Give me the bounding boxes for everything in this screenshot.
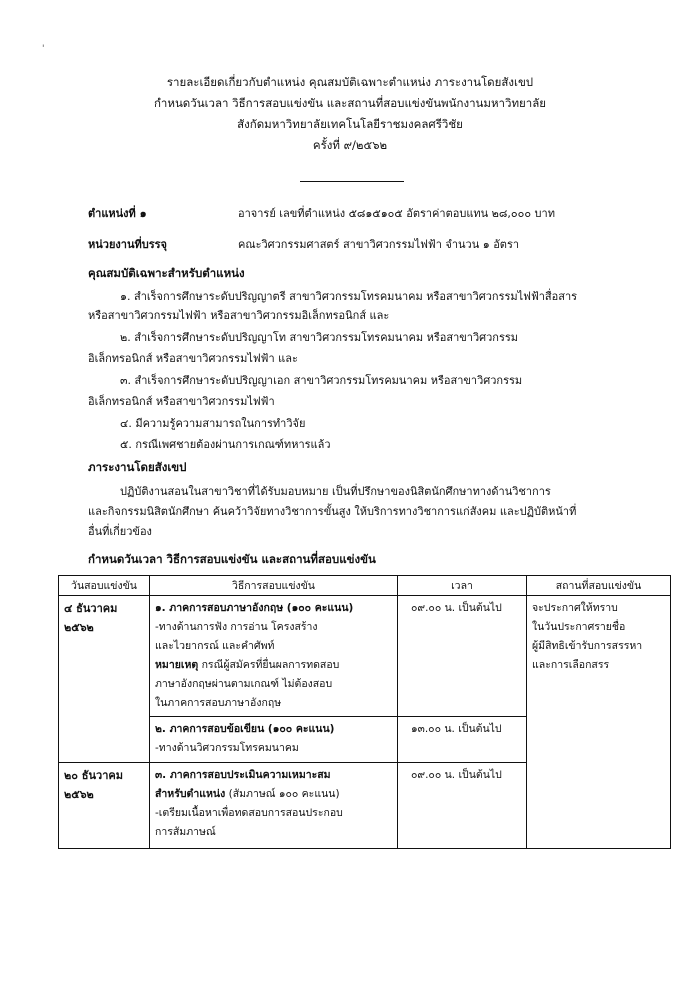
part-2-time: ๑๓.๐๐ น. เป็นต้นไป [411,723,502,735]
qualification-3b: อิเล็กทรอนิกส์ หรือสาขาวิศวกรรมไฟฟ้า [88,395,275,408]
part-1-note-3: ในภาคการสอบภาษาอังกฤษ [155,697,282,709]
column-header-method: วิธีการสอบแข่งขัน [150,576,398,596]
exam-date-1 [59,596,150,763]
exam-time-1 [398,596,527,717]
exam-time-2 [398,717,527,763]
exam-date-2-year: ๒๕๖๒ [64,788,94,801]
part-1-note-1: กรณีผู้สมัครที่ยื่นผลการทดสอบ [201,659,340,671]
header-line-2: กำหนดวันเวลา วิธีการสอบแข่งขัน และสถานที่สอบแข่งขันพนักงานมหาวิทยาลัย [153,96,547,110]
part-3-title-3: (สัมภาษณ์ ๑๐๐ คะแนน) [228,788,340,800]
position-value: อาจารย์ เลขที่ตำแหน่ง ๕๘๑๕๑๐๕ อัตราค่าตอบแทน ๒๘,๐๐๐ บาท [238,207,555,220]
header-line-3: สังกัดมหาวิทยาลัยเทคโนโลยีราชมงคลศรีวิชัย [237,117,463,131]
qualification-5: ๕. กรณีเพศชายต้องผ่านการเกณฑ์ทหารแล้ว [120,438,331,451]
part-3-subject-1: -เตรียมเนื้อหาเพื่อทดสอบการสอนประกอบ [155,807,343,819]
place-line-3: ผู้มีสิทธิเข้ารับการสรรหา [532,640,643,652]
qualification-1b: หรือสาขาวิศวกรรมไฟฟ้า หรือสาขาวิศวกรรมอิเล็กทรอนิกส์ และ [88,309,390,322]
qualification-1a: ๑. สำเร็จการศึกษาระดับปริญญาตรี สาขาวิศวกรรมโทรคมนาคม หรือสาขาวิศวกรรมไฟฟ้าสื่อสาร [120,290,578,303]
qualification-2b: อิเล็กทรอนิกส์ หรือสาขาวิศวกรรมไฟฟ้า และ [88,352,298,365]
part-3-title-1: ๓. ภาคการสอบประเมินความเหมาะสม [155,769,331,781]
qualifications-heading: คุณสมบัติเฉพาะสำหรับตำแหน่ง [88,266,245,280]
part-1-note-label: หมายเหตุ [155,659,199,671]
part-2-subject-1: -ทางด้านวิศวกรรมโทรคมนาคม [155,742,299,754]
unit-value: คณะวิศวกรรมศาสตร์ สาขาวิศวกรรมไฟฟ้า จำนวน ๑ อัตรา [238,238,520,251]
workload-heading: ภาระงานโดยสังเขป [88,460,187,474]
unit-label: หน่วยงานที่บรรจุ [88,238,167,251]
place-line-2: ในวันประกาศรายชื่อ [532,621,626,633]
schedule-table [58,575,671,849]
part-3-title-2: สำหรับตำแหน่ง [155,788,226,800]
place-line-4: และการเลือกสรร [532,659,610,671]
corner-mark: ' [42,44,45,54]
column-header-place: สถานที่สอบแข่งขัน [527,576,671,596]
part-3-time: ๐๙.๐๐ น. เป็นต้นไป [411,769,502,781]
exam-place [527,596,671,849]
qualification-3a: ๓. สำเร็จการศึกษาระดับปริญญาเอก สาขาวิศวกรรมโทรคมนาคม หรือสาขาวิศวกรรม [120,374,523,387]
table-row [59,596,671,717]
table-header-row [59,576,671,596]
exam-date-1-year: ๒๕๖๒ [64,621,94,634]
exam-part-1 [150,596,398,717]
exam-date-1-day: ๔ ธันวาคม [64,602,118,615]
position-label: ตำแหน่งที่ ๑ [88,207,147,220]
workload-line-1: ปฏิบัติงานสอนในสาขาวิชาที่ได้รับมอบหมาย เป็นที่ปรึกษาของนิสิตนักศึกษาทางด้านวิชาการ [120,485,551,498]
workload-line-3: อื่นที่เกี่ยวข้อง [88,525,152,538]
part-1-note [155,656,392,675]
document-header [0,72,700,156]
header-divider [300,181,404,182]
part-1-subject-2: และไวยากรณ์ และคำศัพท์ [155,640,275,652]
exam-part-2 [150,717,398,763]
part-3-title-row [155,785,392,804]
exam-part-3 [150,763,398,849]
exam-date-2-day: ๒๐ ธันวาคม [64,769,123,782]
part-2-title: ๒. ภาคการสอบข้อเขียน (๑๐๐ คะแนน) [155,723,335,735]
column-header-time: เวลา [398,576,527,596]
exam-date-2 [59,763,150,849]
part-1-title: ๑. ภาคการสอบภาษาอังกฤษ (๑๐๐ คะแนน) [155,602,354,614]
header-line-1: รายละเอียดเกี่ยวกับตำแหน่ง คุณสมบัติเฉพาะตำแหน่ง ภาระงานโดยสังเขป [166,75,534,89]
place-line-1: จะประกาศให้ทราบ [532,602,618,614]
header-line-4: ครั้งที่ ๙/๒๕๖๒ [312,138,388,152]
part-1-note-2: ภาษาอังกฤษผ่านตามเกณฑ์ ไม่ต้องสอบ [155,678,333,690]
schedule-heading: กำหนดวันเวลา วิธีการสอบแข่งขัน และสถานที่สอบแข่งขัน [88,552,376,566]
workload-line-2: และกิจกรรมนิสิตนักศึกษา ค้นคว้าวิจัยทางวิชาการขั้นสูง ให้บริการทางวิชาการแก่สังคม และปฏิบัติหน้าที่ [88,505,577,518]
part-1-subject-1: -ทางด้านการฟัง การอ่าน โครงสร้าง [155,621,318,633]
exam-time-3 [398,763,527,849]
qualification-4: ๔. มีความรู้ความสามารถในการทำวิจัย [120,417,306,430]
column-header-date: วันสอบแข่งขัน [59,576,150,596]
part-3-subject-2: การสัมภาษณ์ [155,826,216,838]
part-1-time: ๐๙.๐๐ น. เป็นต้นไป [411,602,502,614]
qualification-2a: ๒. สำเร็จการศึกษาระดับปริญญาโท สาขาวิศวกรรมโทรคมนาคม หรือสาขาวิศวกรรม [120,331,519,344]
